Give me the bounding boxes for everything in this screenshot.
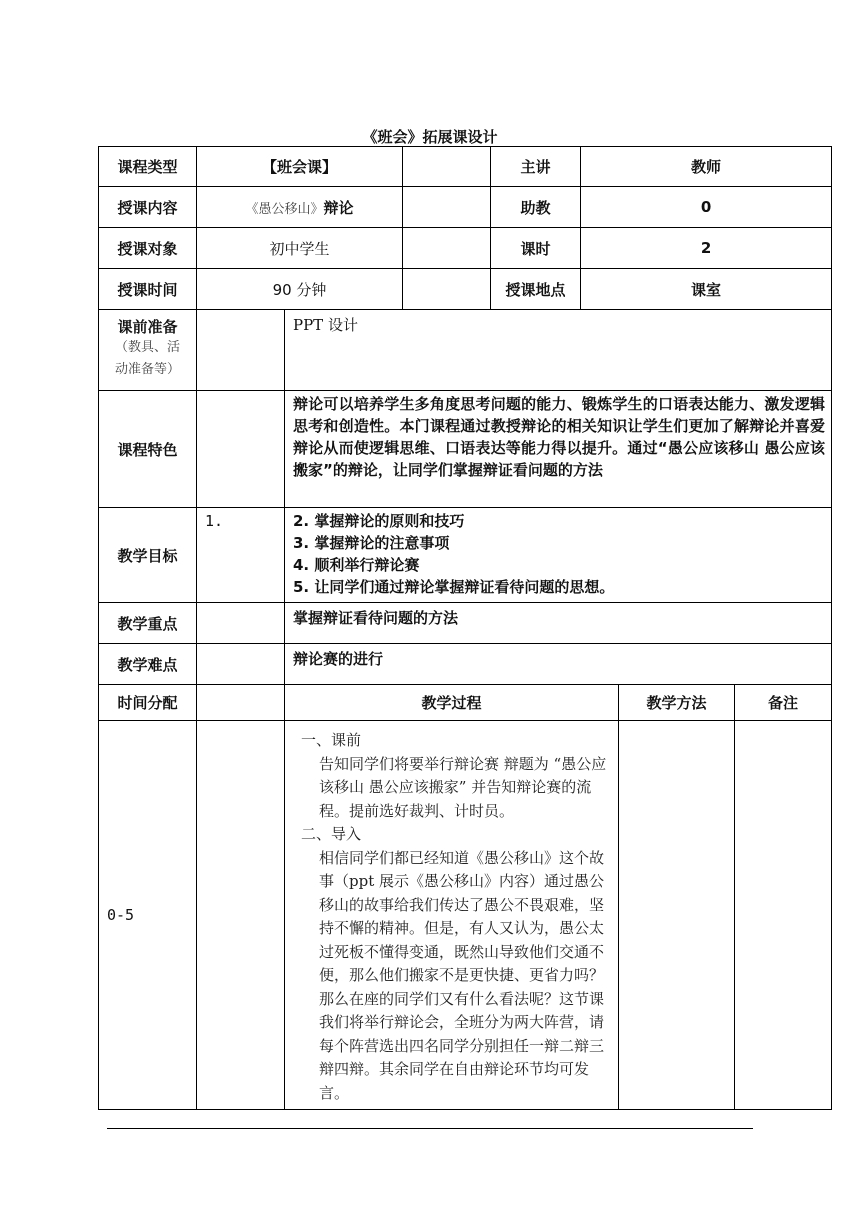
assistant-label: 助教 xyxy=(491,187,581,228)
key-value: 掌握辩证看待问题的方法 xyxy=(285,603,832,644)
hours-label: 课时 xyxy=(491,228,581,269)
difficulty-label: 教学难点 xyxy=(99,644,197,685)
content-value-book: 《愚公移山》 xyxy=(245,201,324,217)
goals-first-number: 1. xyxy=(197,508,285,603)
note-header: 备注 xyxy=(735,685,832,721)
goal-item: 3. 掌握辩论的注意事项 xyxy=(293,534,450,552)
section-heading: 一、课前 xyxy=(301,731,362,749)
document-title: 《班会》拓展课设计 xyxy=(362,128,498,146)
place-label: 授课地点 xyxy=(491,269,581,310)
goals-list xyxy=(285,508,832,603)
empty-cell xyxy=(403,228,491,269)
row-audience xyxy=(99,228,832,269)
note-cell xyxy=(735,721,832,1110)
goal-item: 2. 掌握辩论的原则和技巧 xyxy=(293,512,465,530)
row-course-type xyxy=(99,147,832,187)
prep-label-cell xyxy=(99,310,197,391)
prep-value: PPT 设计 xyxy=(285,310,832,391)
row-key-points xyxy=(99,603,832,644)
content-value-type: 辩论 xyxy=(323,198,354,217)
section-text: 告知同学们将要举行辩论赛 辩题为 “愚公应该移山 愚公应该搬家” 并告知辩论赛的流程。提前选好裁判、计时员。 xyxy=(319,754,607,820)
empty-cell xyxy=(197,391,285,508)
empty-cell xyxy=(197,685,285,721)
hours-value: 2 xyxy=(581,228,832,269)
lecturer-value: 教师 xyxy=(581,147,832,187)
empty-cell xyxy=(403,269,491,310)
empty-cell xyxy=(403,187,491,228)
difficulty-value: 辩论赛的进行 xyxy=(285,644,832,685)
empty-cell xyxy=(403,147,491,187)
process-time-header: 时间分配 xyxy=(99,685,197,721)
goals-label: 教学目标 xyxy=(99,508,197,603)
row-goals xyxy=(99,508,832,603)
empty-cell xyxy=(197,603,285,644)
row-preparation xyxy=(99,310,832,391)
process-content xyxy=(285,721,619,1110)
assistant-value: 0 xyxy=(581,187,832,228)
process-time-value: 0-5 xyxy=(99,721,197,1110)
process-header: 教学过程 xyxy=(285,685,619,721)
section-text: 相信同学们都已经知道《愚公移山》这个故事（ppt 展示《愚公移山》内容）通过愚公移山的故事给我们传达了愚公不畏艰难，坚持不懈的精神。但是，有人又认为，愚公太过死板不懂得变通，既然山导致他们交通不便，那么他们搬家不是更快捷、更省力吗？那么在座的同学们又有什么看法呢？这节课我们将举行辩论会，全班分为两大阵营，请每个阵营选出四名同学分别担任一辩二辩三辩四辩。其余同学在自由辩论环节均可发言。 xyxy=(319,848,605,1102)
course-type-label: 课程类型 xyxy=(99,147,197,187)
content-label: 授课内容 xyxy=(99,187,197,228)
audience-value: 初中学生 xyxy=(197,228,403,269)
method-cell xyxy=(619,721,735,1110)
footer-rule xyxy=(107,1128,753,1129)
course-type-value: 【班会课】 xyxy=(197,147,403,187)
goal-item: 5. 让同学们通过辩论掌握辩证看待问题的思想。 xyxy=(293,578,615,596)
row-content xyxy=(99,187,832,228)
place-value: 课室 xyxy=(581,269,832,310)
empty-cell xyxy=(197,721,285,1110)
prep-sub-1: （教具、活 xyxy=(114,340,180,355)
key-label: 教学重点 xyxy=(99,603,197,644)
row-difficulties xyxy=(99,644,832,685)
features-label: 课程特色 xyxy=(99,391,197,508)
lecturer-label: 主讲 xyxy=(491,147,581,187)
process-row xyxy=(99,721,832,1110)
row-features xyxy=(99,391,832,508)
empty-cell xyxy=(197,310,285,391)
prep-sub-2: 动准备等） xyxy=(114,362,180,377)
row-time xyxy=(99,269,832,310)
empty-cell xyxy=(197,644,285,685)
method-header: 教学方法 xyxy=(619,685,735,721)
prep-label: 课前准备 xyxy=(117,318,178,336)
goal-item: 4. 顺利举行辩论赛 xyxy=(293,556,420,574)
content-value xyxy=(197,187,403,228)
lesson-plan-table xyxy=(98,146,832,1110)
process-header-row xyxy=(99,685,832,721)
audience-label: 授课对象 xyxy=(99,228,197,269)
time-label: 授课时间 xyxy=(99,269,197,310)
features-value: 辩论可以培养学生多角度思考问题的能力、锻炼学生的口语表达能力、激发逻辑思考和创造性。本门课程通过教授辩论的相关知识让学生们更加了解辩论并喜爱辩论从而使逻辑思维、口语表达等能力得以提升。通过“愚公应该移山 愚公应该搬家”的辩论，让同学们掌握辩证看问题的方法 xyxy=(285,391,832,508)
section-heading: 二、导入 xyxy=(301,825,362,843)
time-value: 90 分钟 xyxy=(197,269,403,310)
